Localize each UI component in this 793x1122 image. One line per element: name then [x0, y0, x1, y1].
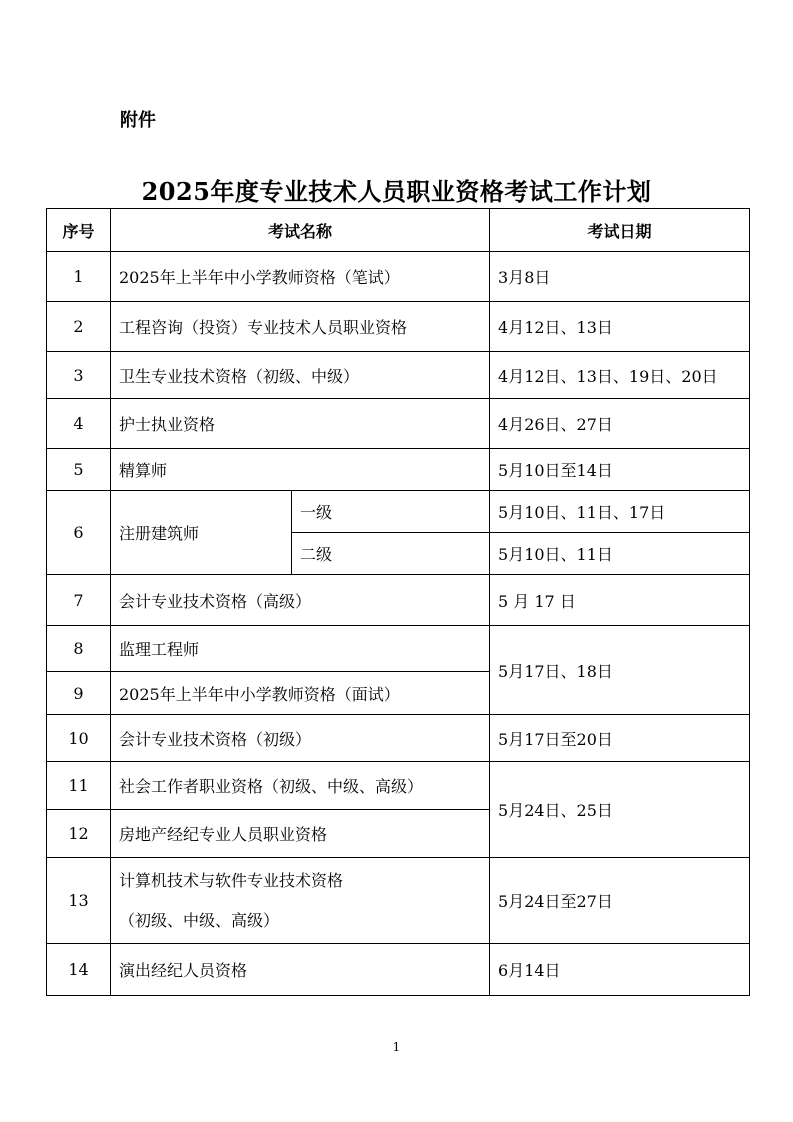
- attachment-label: 附件: [120, 110, 156, 131]
- row-no: 5: [47, 449, 111, 491]
- exam-schedule-table: [46, 208, 750, 996]
- row-sublevel: 一级: [292, 491, 490, 533]
- row-no: 12: [47, 810, 111, 858]
- table-row: [47, 715, 750, 762]
- row-name: 会计专业技术资格（初级）: [111, 715, 490, 762]
- row-no: 14: [47, 944, 111, 996]
- header-name: 考试名称: [111, 209, 490, 252]
- row-no: 6: [47, 491, 111, 575]
- table-row: [47, 626, 750, 672]
- header-date: 考试日期: [490, 209, 750, 252]
- row-date: 3月8日: [490, 252, 750, 302]
- table-row: [47, 575, 750, 626]
- table-row: [47, 449, 750, 491]
- row-name-line1: 计算机技术与软件专业技术资格: [119, 870, 344, 890]
- page-title: 2025年度专业技术人员职业资格考试工作计划: [141, 177, 652, 206]
- row-date: 4月26日、27日: [490, 399, 750, 449]
- row-name: 演出经纪人员资格: [111, 944, 490, 996]
- row-no: 3: [47, 352, 111, 399]
- row-no: 8: [47, 626, 111, 672]
- table-row: [47, 944, 750, 996]
- row-name: 精算师: [111, 449, 490, 491]
- row-name: 2025年上半年中小学教师资格（面试）: [111, 672, 490, 715]
- row-date: 5月24日、25日: [490, 762, 750, 858]
- row-name: 监理工程师: [111, 626, 490, 672]
- row-no: 9: [47, 672, 111, 715]
- row-name: 房地产经纪专业人员职业资格: [111, 810, 490, 858]
- row-date: 5月10日至14日: [490, 449, 750, 491]
- row-name: 卫生专业技术资格（初级、中级）: [111, 352, 490, 399]
- table-row: [47, 491, 750, 533]
- row-name-line2: （初级、中级、高级）: [119, 910, 280, 930]
- row-date: 4月12日、13日: [490, 302, 750, 352]
- page-number: 1: [392, 1040, 401, 1054]
- row-date: 4月12日、13日、19日、20日: [490, 352, 750, 399]
- row-date: 5月24日至27日: [490, 858, 750, 944]
- row-no: 7: [47, 575, 111, 626]
- row-name: 注册建筑师: [111, 491, 292, 575]
- row-name: 工程咨询（投资）专业技术人员职业资格: [111, 302, 490, 352]
- row-no: 11: [47, 762, 111, 810]
- header-no: 序号: [47, 209, 111, 252]
- table-row: [47, 858, 750, 944]
- row-no: 13: [47, 858, 111, 944]
- row-date: 5 月 17 日: [490, 575, 750, 626]
- row-sublevel: 二级: [292, 533, 490, 575]
- row-name: 护士执业资格: [111, 399, 490, 449]
- table-row: [47, 252, 750, 302]
- row-no: 1: [47, 252, 111, 302]
- row-date: 5月17日、18日: [490, 626, 750, 715]
- row-no: 2: [47, 302, 111, 352]
- table-header-row: [47, 209, 750, 252]
- row-date: 6月14日: [490, 944, 750, 996]
- row-name: 会计专业技术资格（高级）: [111, 575, 490, 626]
- table-row: [47, 352, 750, 399]
- row-date: 5月17日至20日: [490, 715, 750, 762]
- row-name: [111, 858, 490, 944]
- row-no: 10: [47, 715, 111, 762]
- row-date: 5月10日、11日: [490, 533, 750, 575]
- table-row: [47, 399, 750, 449]
- row-name: 社会工作者职业资格（初级、中级、高级）: [111, 762, 490, 810]
- row-name: 2025年上半年中小学教师资格（笔试）: [111, 252, 490, 302]
- row-no: 4: [47, 399, 111, 449]
- table-row: [47, 762, 750, 810]
- table-row: [47, 302, 750, 352]
- row-date: 5月10日、11日、17日: [490, 491, 750, 533]
